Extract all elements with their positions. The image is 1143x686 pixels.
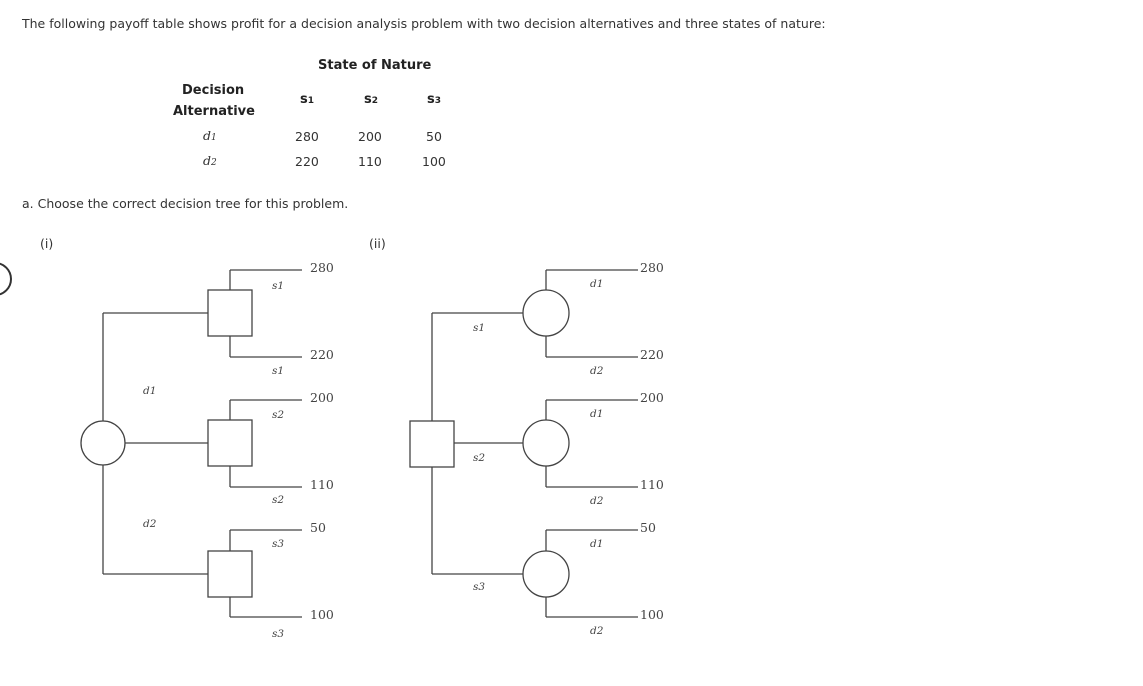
column-header-s3: s3 bbox=[427, 92, 442, 107]
decision-node bbox=[410, 421, 454, 467]
state-of-nature-header: State of Nature bbox=[318, 58, 432, 73]
decision-node bbox=[208, 290, 252, 336]
branch-label: d1 bbox=[143, 385, 157, 397]
payoff-value: 50 bbox=[640, 520, 656, 535]
leaf-label: s3 bbox=[272, 628, 285, 640]
decision-node bbox=[208, 551, 252, 597]
payoff-value: 280 bbox=[640, 260, 664, 275]
option-label-i[interactable]: (i) bbox=[40, 236, 54, 251]
payoff-value: 280 bbox=[310, 260, 334, 275]
leaf-label: s2 bbox=[272, 409, 285, 421]
payoff-value: 50 bbox=[310, 520, 326, 535]
decision-node bbox=[208, 420, 252, 466]
decision-tree-i bbox=[81, 270, 302, 617]
branch-label: s1 bbox=[473, 322, 486, 334]
leaf-label: s2 bbox=[272, 494, 285, 506]
table-cell: 280 bbox=[295, 129, 319, 144]
branch-label: s3 bbox=[473, 581, 486, 593]
payoff-value: 110 bbox=[310, 477, 334, 492]
chance-node bbox=[523, 551, 569, 597]
row-header-d1: d1 bbox=[203, 128, 217, 143]
table-cell: 220 bbox=[295, 154, 319, 169]
leaf-label: d2 bbox=[590, 365, 604, 377]
leaf-label: s1 bbox=[272, 280, 285, 292]
leaf-label: s3 bbox=[272, 538, 285, 550]
table-cell: 100 bbox=[422, 154, 446, 169]
chance-node bbox=[81, 421, 125, 465]
table-cell: 200 bbox=[358, 129, 382, 144]
leaf-label: d2 bbox=[590, 625, 604, 637]
column-header-s1: s1 bbox=[300, 92, 315, 107]
table-cell: 50 bbox=[426, 129, 442, 144]
problem-intro: The following payoff table shows profit for a decision analysis problem with two decision alternatives and three states of nature: bbox=[22, 16, 826, 31]
chance-node bbox=[523, 420, 569, 466]
decision-tree-ii bbox=[410, 270, 638, 617]
column-header-s2: s2 bbox=[364, 92, 379, 107]
alternative-header: Alternative bbox=[173, 104, 255, 119]
branch-label: d2 bbox=[143, 518, 157, 530]
table-cell: 110 bbox=[358, 154, 382, 169]
question-text: a. Choose the correct decision tree for this problem. bbox=[22, 196, 349, 211]
leaf-label: s1 bbox=[272, 365, 285, 377]
chance-node bbox=[523, 290, 569, 336]
branch-label: s2 bbox=[473, 452, 486, 464]
payoff-value: 110 bbox=[640, 477, 664, 492]
payoff-value: 100 bbox=[640, 607, 664, 622]
payoff-value: 220 bbox=[310, 347, 334, 362]
payoff-value: 220 bbox=[640, 347, 664, 362]
payoff-value: 200 bbox=[310, 390, 334, 405]
option-label-ii[interactable]: (ii) bbox=[369, 236, 386, 251]
leaf-label: d1 bbox=[590, 538, 604, 550]
payoff-value: 100 bbox=[310, 607, 334, 622]
row-header-d2: d2 bbox=[203, 153, 217, 168]
leaf-label: d1 bbox=[590, 408, 604, 420]
leaf-label: d2 bbox=[590, 495, 604, 507]
leaf-label: d1 bbox=[590, 278, 604, 290]
payoff-value: 200 bbox=[640, 390, 664, 405]
decision-header: Decision bbox=[182, 83, 245, 98]
